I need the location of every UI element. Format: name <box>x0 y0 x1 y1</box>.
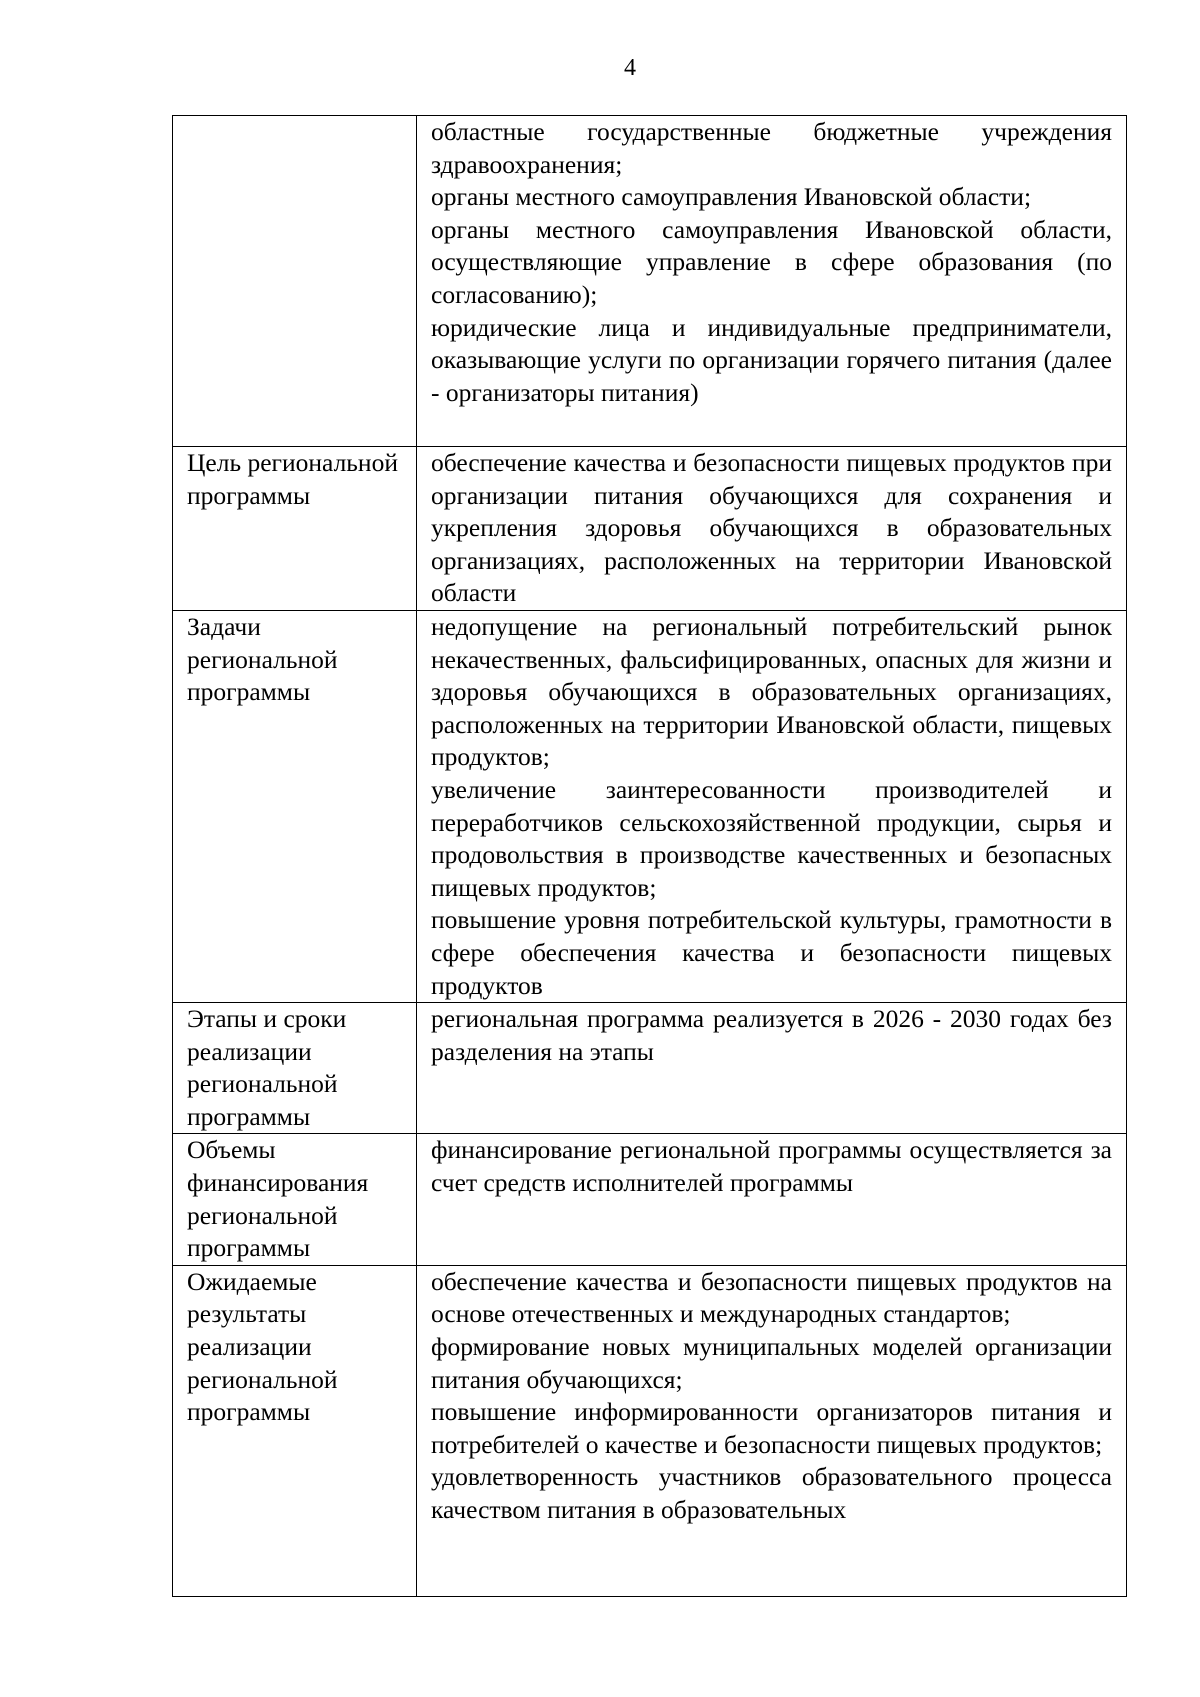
row-paragraph: увеличение заинтересованности производителей и переработчиков сельскохозяйственной продукции, сырья и продовольствия в производстве качественных и безопасных пищевых продуктов; <box>431 774 1112 902</box>
table-row-tasks <box>173 610 1127 1002</box>
row-paragraph: юридические лица и индивидуальные предприниматели, оказывающие услуги по организации горячего питания (далее - организаторы питания) <box>431 312 1112 407</box>
row-label: Объемы финансирования региональной программы <box>173 1134 417 1265</box>
program-passport-table <box>172 115 1127 1597</box>
row-paragraph: повышение уровня потребительской культуры, грамотности в сфере обеспечения качества и безопасности пищевых продуктов <box>431 905 1112 1000</box>
row-paragraph: недопущение на региональный потребительский рынок некачественных, фальсифицированных, опасных для жизни и здоровья обучающихся в образовательных организациях, расположенных на территории Ивановской области, пищевых продуктов; <box>431 611 1112 772</box>
row-paragraph: удовлетворенность участников образовательного процесса качеством питания в образовательных <box>431 1462 1112 1524</box>
row-paragraph: обеспечение качества и безопасности пищевых продуктов при организации питания обучающихся для сохранения и укрепления здоровья обучающихся в образовательных организациях, расположенных на территории Ивановской области <box>431 448 1112 608</box>
table-row-stages <box>173 1003 1127 1134</box>
table-row-goal <box>173 447 1127 611</box>
row-paragraph: формирование новых муниципальных моделей организации питания обучающихся; <box>431 1332 1112 1394</box>
row-value <box>417 1134 1127 1265</box>
table-row-executors <box>173 116 1127 447</box>
table-row-funding <box>173 1134 1127 1265</box>
row-value <box>417 447 1127 611</box>
row-value <box>417 1003 1127 1134</box>
page-number: 4 <box>624 55 636 81</box>
row-paragraph: областные государственные бюджетные учреждения здравоохранения; <box>431 117 1112 179</box>
row-label: Цель региональной программы <box>173 447 417 611</box>
row-value <box>417 610 1127 1002</box>
row-paragraph: региональная программа реализуется в 2026 - 2030 годах без разделения на этапы <box>431 1004 1112 1066</box>
row-label: Этапы и сроки реализации региональной программы <box>173 1003 417 1134</box>
row-value <box>417 1265 1127 1596</box>
table-row-results <box>173 1265 1127 1596</box>
row-value <box>417 116 1127 447</box>
row-label <box>173 116 417 447</box>
row-paragraph: органы местного самоуправления Ивановской области, осуществляющие управление в сфере образования (по согласованию); <box>431 214 1112 309</box>
row-paragraph: обеспечение качества и безопасности пищевых продуктов на основе отечественных и международных стандартов; <box>431 1266 1112 1329</box>
row-paragraph: финансирование региональной программы осуществляется за счет средств исполнителей программы <box>431 1135 1112 1198</box>
row-paragraph: органы местного самоуправления Ивановской области; <box>431 182 1032 212</box>
row-label: Ожидаемые результаты реализации региональной программы <box>173 1265 417 1596</box>
row-label: Задачи региональной программы <box>173 610 417 1002</box>
row-paragraph: повышение информированности организаторов питания и потребителей о качестве и безопасности пищевых продуктов; <box>431 1397 1112 1459</box>
